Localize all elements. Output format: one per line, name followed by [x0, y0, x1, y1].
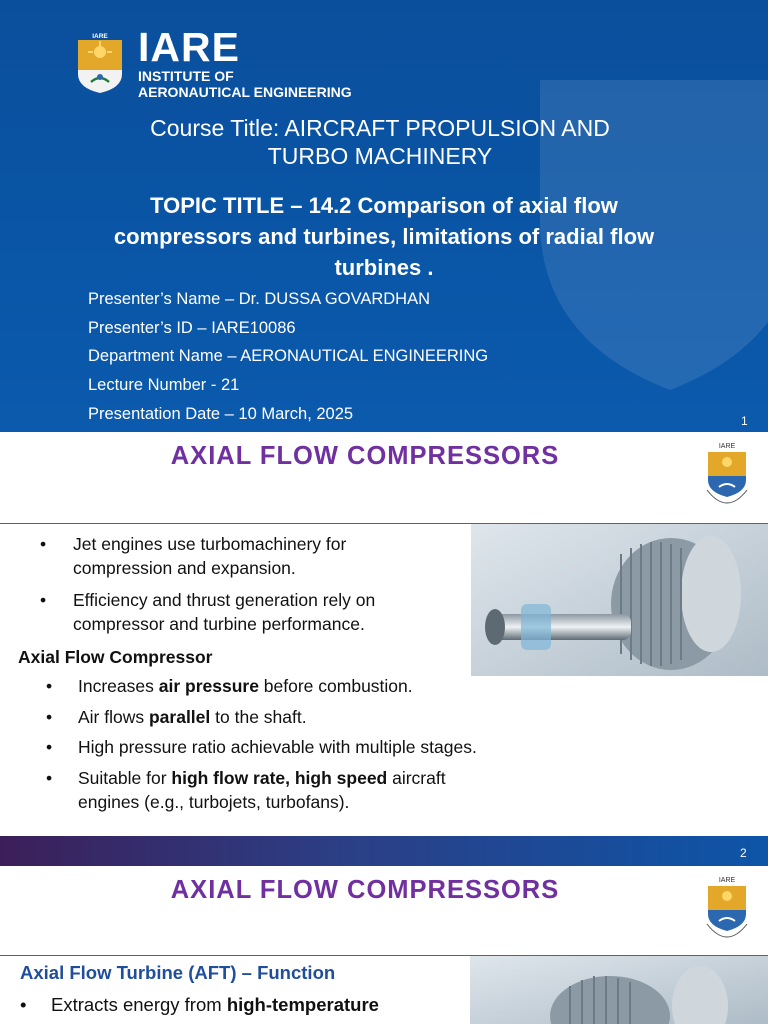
svg-text:IARE: IARE: [718, 443, 736, 450]
content-slide-3: [0, 866, 768, 1024]
iare-logo-small: [705, 440, 749, 514]
bullet-text: before combustion.: [258, 676, 413, 696]
topic-title-line-3: turbines .: [334, 255, 434, 280]
section-subheading: Axial Flow Compressor: [18, 647, 213, 667]
bullet-text: Suitable for: [78, 767, 172, 788]
bullet-text: Jet engines use turbomachinery for: [73, 534, 347, 554]
bullet-text: to the shaft.: [210, 706, 307, 727]
list-item: [46, 674, 586, 698]
page-number: 1: [741, 414, 748, 428]
iare-logo-small: [705, 874, 749, 948]
slide-title: AXIAL FLOW COMPRESSORS: [170, 876, 560, 904]
bullet-text: Air flows: [78, 706, 149, 727]
compressor-bullet-list: [46, 674, 586, 820]
presenter-id: Presenter’s ID – IARE10086: [88, 318, 296, 337]
intro-bullet-list: [40, 532, 460, 644]
course-title: [60, 114, 700, 170]
bullet-dot: •: [46, 706, 53, 727]
bullet-text: aircraft: [387, 767, 446, 788]
bullet-text: Extracts energy from: [51, 994, 227, 1015]
bullet-text: compressor and turbine performance.: [73, 614, 365, 634]
presentation-date: Presentation Date – 10 March, 2025: [88, 404, 354, 423]
bullet-dot: •: [46, 767, 53, 788]
slide-title: AXIAL FLOW COMPRESSORS: [170, 442, 560, 470]
topic-title-line-2: compressors and turbines, limitations of radial flow: [113, 224, 655, 249]
bullet-dot: •: [40, 590, 47, 610]
bullet-text: Efficiency and thrust generation rely on: [73, 590, 376, 610]
bullet-emphasis: high-temperature: [226, 994, 379, 1015]
bullet-text: Increases: [78, 676, 159, 696]
title-slide: [0, 0, 768, 432]
content-slide-2: [0, 432, 768, 866]
svg-text:IARE: IARE: [92, 33, 108, 40]
list-item: [40, 532, 460, 580]
bullet-dot: •: [20, 994, 27, 1015]
topic-title: [50, 190, 718, 283]
turbine-engine-photo: [471, 524, 768, 676]
lecture-number: Lecture Number - 21: [88, 376, 240, 395]
turbine-engine-photo: [470, 956, 768, 1024]
bullet-dot: •: [40, 534, 47, 554]
list-item: [20, 992, 460, 1018]
page-number: 2: [740, 846, 747, 860]
bullet-text: engines (e.g., turbojets, turbofans).: [78, 791, 350, 812]
bullet-text: compression and expansion.: [73, 558, 296, 578]
course-title-line-2: TURBO MACHINERY: [267, 143, 493, 169]
iare-logo: [74, 30, 126, 94]
list-item: [46, 705, 586, 729]
brand-line-1: INSTITUTE OF: [138, 68, 234, 84]
presenter-info: [88, 285, 488, 429]
bullet-dot: •: [46, 737, 53, 757]
presenter-name: Presenter’s Name – Dr. DUSSA GOVARDHAN: [88, 290, 431, 308]
turbine-bullet-list: [20, 992, 460, 1018]
section-subheading: Axial Flow Turbine (AFT) – Function: [20, 962, 336, 983]
bullet-text: High pressure ratio achievable with multiple stages.: [78, 737, 477, 757]
brand-line-2: AERONAUTICAL ENGINEERING: [138, 84, 352, 100]
department-name: Department Name – AERONAUTICAL ENGINEERING: [88, 347, 489, 366]
bullet-emphasis: parallel: [148, 706, 211, 727]
footer-bar: [0, 836, 768, 866]
list-item: [46, 735, 586, 759]
course-title-line-1: Course Title: AIRCRAFT PROPULSION AND: [150, 115, 610, 141]
list-item: [40, 588, 460, 636]
topic-title-line-1: TOPIC TITLE – 14.2 Comparison of axial flow: [150, 193, 618, 218]
brand-name: IARE: [138, 24, 240, 70]
bullet-dot: •: [46, 676, 53, 696]
bullet-emphasis: high flow rate, high speed: [171, 767, 388, 788]
bullet-emphasis: air pressure: [158, 676, 259, 696]
list-item: [46, 766, 586, 814]
svg-text:IARE: IARE: [718, 877, 736, 884]
